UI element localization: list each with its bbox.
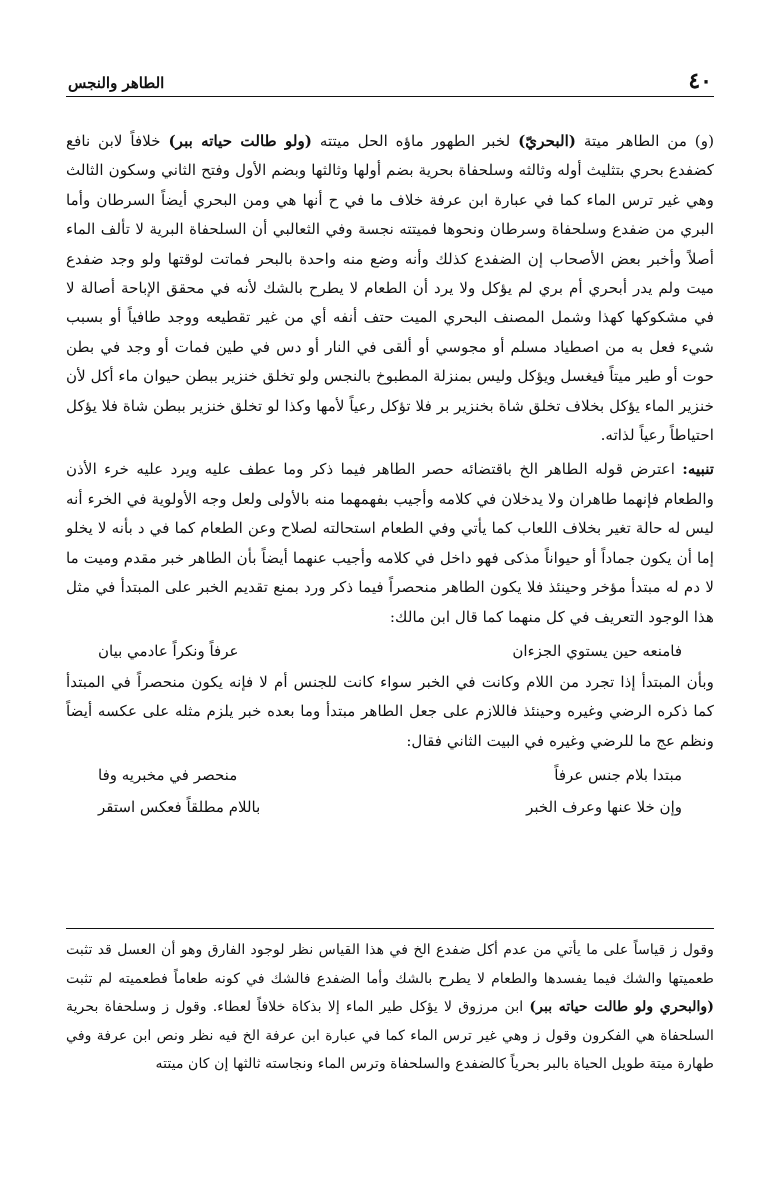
footnote-lead: وقول ز قياساً على ما يأتي من عدم أكل ضفدع الخ في هذا القياس نظر لوجود الفارق وهو أن العسل قد تثبت طعميتها والشك فيما يفسدها والطعام لا يطرح بالشك وأما الضفدع فالشك في كونه طعاماً فطعميته لم تثبت [66, 942, 714, 987]
verse-block-2 [66, 760, 714, 822]
footnote-paragraph [66, 936, 714, 1079]
page-header [66, 62, 714, 97]
main-text [66, 127, 714, 822]
verse-hemistich-left: منحصر في مخبريه وفا [98, 766, 238, 785]
paragraph-tanbih [66, 455, 714, 631]
p1-keyword-hayat: (ولو طالت حياته ببر) [168, 132, 312, 150]
page-number: ٤٠ [688, 68, 712, 94]
verse-line [66, 760, 714, 790]
verse-hemistich-left: باللام مطلقاً فعكس استقر [98, 798, 261, 817]
p1-lead: (و) من الطاهر ميتة [583, 132, 714, 150]
p3-text: وبأن المبتدأ إذا تجرد من اللام وكانت في الخبر سواء كانت للجنس أم لا فإنه يكون منحصراً في المبتدأ كما ذكره الرضي وغيره وحينئذ فاللازم على جعل الطاهر مبتدأ وما بعده خبر يلزم مثله على عكسه أيضاً ونظم عج ما للرضي وغيره في البيت الثاني فقال: [66, 672, 714, 750]
footnote-separator [66, 928, 714, 929]
paragraph-3 [66, 668, 714, 756]
tanbih-label: تنبيه: [682, 460, 715, 479]
verse-line [66, 636, 714, 666]
p1-mid: لخبر الطهور ماؤه الحل ميتته [319, 132, 511, 150]
verse-hemistich-right: مبتدا بلام جنس عرفاً [554, 766, 682, 785]
tanbih-text: اعترض قوله الطاهر الخ باقتضائه حصر الطاهر فيما ذكر وما عطف عليه ويرد عليه خرء الأذن والطعام فإنهما طاهران ولا يدخلان في كلامه وأجيب بفهمهما منه بالأولى ولعل وجه الأولوية في الخرء أنه ليس له حالة تغير بخلاف اللعاب كما يأتي وفي الطعام استحالته لصلاح وعن الطعام كما في د بأنه لا يخلو إما أن يكون جماداً أو حيواناً مذكى فهو داخل في كلامه وأجيب عنهما أيضاً بأن الطاهر خبر مقدم وميت ما لا دم له مبتدأ مؤخر وحينئذ فلا يكون الطاهر منحصراً فيما ذكر ورد بمنع تقديم الخبر على المبتدأ في مثل هذا الوجود التعريف في كل منهما كما قال ابن مالك: [66, 460, 714, 626]
book-page [66, 62, 715, 1073]
verse-line [66, 792, 714, 822]
footnote-block [66, 936, 714, 1079]
footnote-keyword: (والبحري ولو طالت حياته ببر) [529, 999, 714, 1016]
p1-text: خلافاً لابن نافع كضفدع بحري بتثليث أوله وثالثه وسلحفاة بحرية بضم أولها وثالثها وبضم الأول وفتح الثاني وسكون الثالث وهي غير ترس الماء كما في عبارة ابن عرفة خلاف ما في ح أنها هي ومن البحري أيضاً السرطان وأما البري من ضفدع وسلحفاة وسرطان ونحوها فميتته نجسة وفي الثعالبي أن السلحفاة البرية لا تألف الماء أصلاً وأخبر بعض الأصحاب إن الضفدع كذلك وأنه وضع منه واحدة بالبحر فماتت لوقتها ولو وجد ضفدع ميت ولم يدر أبحري أم بري لم يؤكل ولا يرد أن الطعام لا يطرح بالشك لأنه في محقق الإباحة أصالة لا في مشكوكها كهذا وشمل المصنف البحري الميت حتف أنفه أي من غير تقطيعه ووجد طافياً أو بسبب شيء فعل به من اصطياد مسلم أو مجوسي أو ألقى في النار أو دس في طين فمات أو وجد في بطن حوت أو طير ميتاً فيغسل ويؤكل وليس بمنزلة المطبوخ بالنجس ولو تخلق خنزير ببطن حيوان ماء أكل لأن خنزير الماء يؤكل بخلاف تخلق شاة بخنزير بر فلا تؤكل رعياً لأمها وكذا لو تخلق خنزير ببطن شاة فلا يؤكل احتياطاً رعياً لذاته. [66, 132, 714, 445]
verse-hemistich-right: فامنعه حين يستوي الجزءان [512, 641, 682, 660]
p1-keyword-bahri: (البحريّ) [518, 132, 576, 150]
running-title: الطاهر والنجس [68, 74, 165, 92]
verse-hemistich-right: وإن خلا عنها وعرف الخبر [526, 798, 682, 817]
verse-block-1 [66, 636, 714, 666]
footnote-rest: ابن مرزوق لا يؤكل طير الماء إلا بذكاة خلافاً لعطاء. وقول ز وسلحفاة بحرية السلحفاة هي الفكرون وقول ز وهي غير ترس الماء كما في عبارة ابن عرفة الخ فيه نظر ونص ابن عرفة وفي طهارة ميتة طويل الحياة بالبر بحرياً كالضفدع والسلحفاة وترس الماء ونجاسته ثالثها إن كان ميتته [66, 999, 714, 1073]
verse-hemistich-left: عرفاً ونكراً عادمي بيان [98, 641, 239, 660]
paragraph-1 [66, 127, 714, 450]
